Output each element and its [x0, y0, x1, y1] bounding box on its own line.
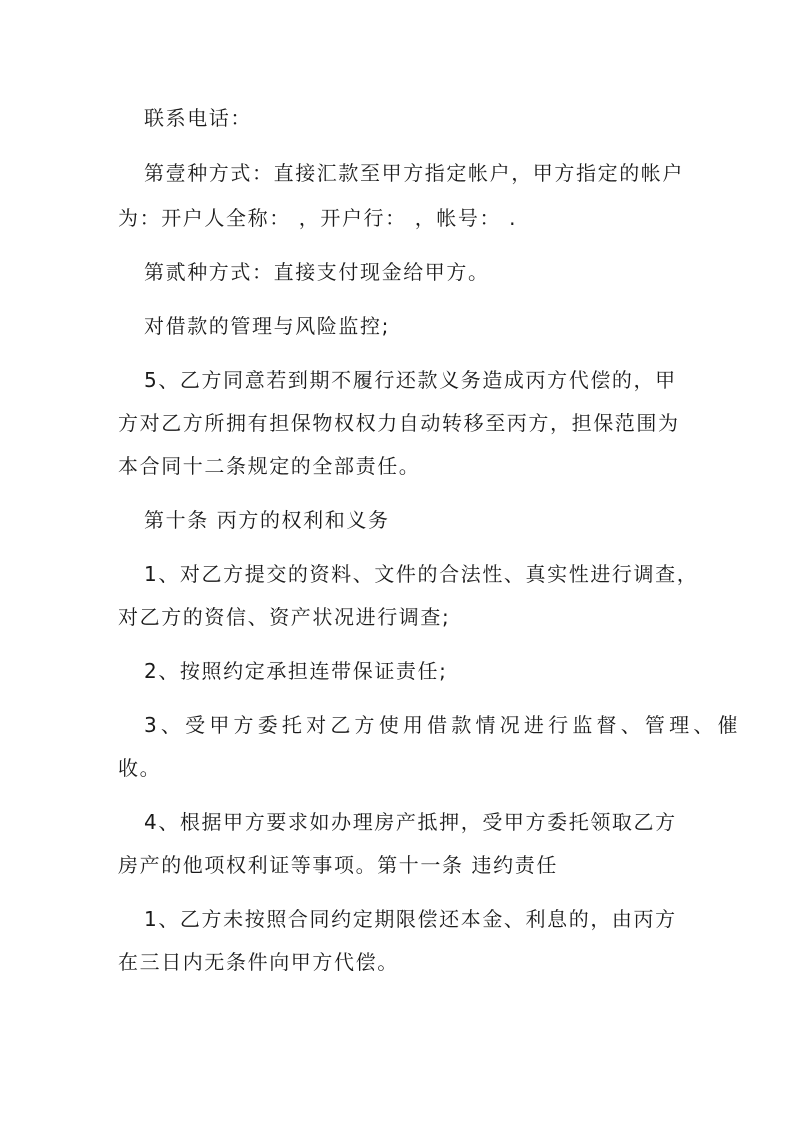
article-10-item-4-line-1: 4、根据甲方要求如办理房产抵押，受甲方委托领取乙方: [144, 810, 677, 834]
article-10-heading: 第十条 丙方的权利和义务: [144, 508, 390, 532]
clause-5-line-2: 方对乙方所拥有担保物权权力自动转移至丙方，担保范围为: [118, 411, 680, 435]
clause-5-line-3: 本合同十二条规定的全部责任。: [118, 454, 421, 478]
article-10-item-3-line-1: 3、受甲方委托对乙方使用借款情况进行监督、管理、催: [144, 713, 742, 737]
article-10-item-4-line-2: 房产的他项权利证等事项。第十一条 违约责任: [118, 853, 558, 877]
article-11-item-1-line-1: 1、乙方未按照合同约定期限偿还本金、利息的，由丙方: [144, 907, 677, 931]
contact-phone-label: 联系电话：: [144, 106, 252, 130]
article-10-item-1-line-2: 对乙方的资信、资产状况进行调查;: [118, 605, 451, 629]
payment-method-1-line-2: 为：开户人全称： ，开户行： ，帐号： .: [118, 206, 518, 230]
clause-5-line-1: 5、乙方同意若到期不履行还款义务造成丙方代偿的，甲: [144, 368, 677, 392]
article-11-item-1-line-2: 在三日内无条件向甲方代偿。: [118, 950, 399, 974]
payment-method-1-line-1: 第壹种方式：直接汇款至甲方指定帐户，甲方指定的帐户: [144, 161, 684, 185]
article-10-item-2: 2、按照约定承担连带保证责任;: [144, 659, 448, 683]
payment-method-2: 第贰种方式：直接支付现金给甲方。: [144, 260, 490, 284]
article-10-item-3-line-2: 收。: [118, 756, 162, 780]
article-10-item-1-line-1: 1、对乙方提交的资料、文件的合法性、真实性进行调查，: [144, 562, 699, 586]
loan-management-heading: 对借款的管理与风险监控;: [144, 314, 390, 338]
